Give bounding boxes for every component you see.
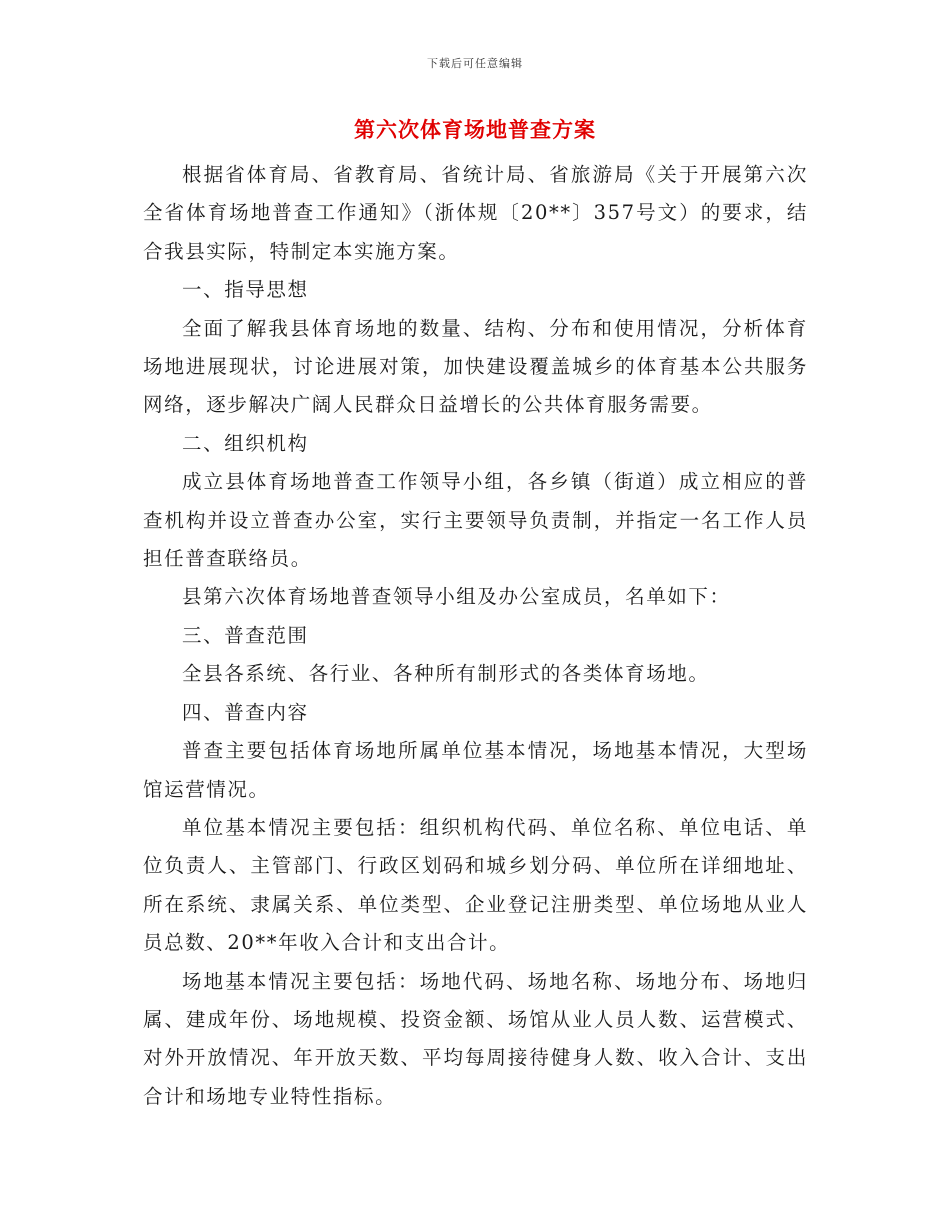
- paragraph-venue-info: 场地基本情况主要包括：场地代码、场地名称、场地分布、场地归属、建成年份、场地规模、投资金额、场馆从业人员人数、运营模式、对外开放情况、年开放天数、平均每周接待健身人数、收入合计、支出合计和场地专业特性指标。: [143, 969, 808, 1108]
- paragraph-guiding-ideology: 全面了解我县体育场地的数量、结构、分布和使用情况，分析体育场地进展现状，讨论进展对策，加快建设覆盖城乡的体育基本公共服务网络，逐步解决广阔人民群众日益增长的公共体育服务需要。: [143, 316, 808, 417]
- heading-census-scope: 三、普查范围: [182, 623, 309, 647]
- heading-census-content: 四、普查内容: [182, 700, 309, 724]
- header-note: 下载后可任意编辑: [427, 57, 523, 70]
- heading-guiding-ideology: 一、指导思想: [182, 278, 309, 302]
- paragraph-unit-info: 单位基本情况主要包括：组织机构代码、单位名称、单位电话、单位负责人、主管部门、行政区划码和城乡划分码、单位所在详细地址、所在系统、隶属关系、单位类型、企业登记注册类型、单位场地从业人员总数、20**年收入合计和支出合计。: [143, 815, 808, 955]
- paragraph-organization: 成立县体育场地普查工作领导小组，各乡镇（街道）成立相应的普查机构并设立普查办公室，实行主要领导负责制，并指定一名工作人员担任普查联络员。: [143, 470, 808, 571]
- heading-organization: 二、组织机构: [182, 431, 309, 455]
- document-body: [143, 156, 808, 1116]
- document-title: 第六次体育场地普查方案: [354, 117, 596, 142]
- paragraph-census-content: 普查主要包括体育场地所属单位基本情况，场地基本情况，大型场馆运营情况。: [143, 739, 808, 801]
- paragraph-census-scope: 全县各系统、各行业、各种所有制形式的各类体育场地。: [182, 662, 710, 686]
- paragraph-member-list: 县第六次体育场地普查领导小组及办公室成员，名单如下：: [182, 585, 731, 609]
- paragraph-intro: 根据省体育局、省教育局、省统计局、省旅游局《关于开展第六次全省体育场地普查工作通知》（浙体规〔20**〕357号文）的要求，结合我县实际，特制定本实施方案。: [143, 163, 808, 263]
